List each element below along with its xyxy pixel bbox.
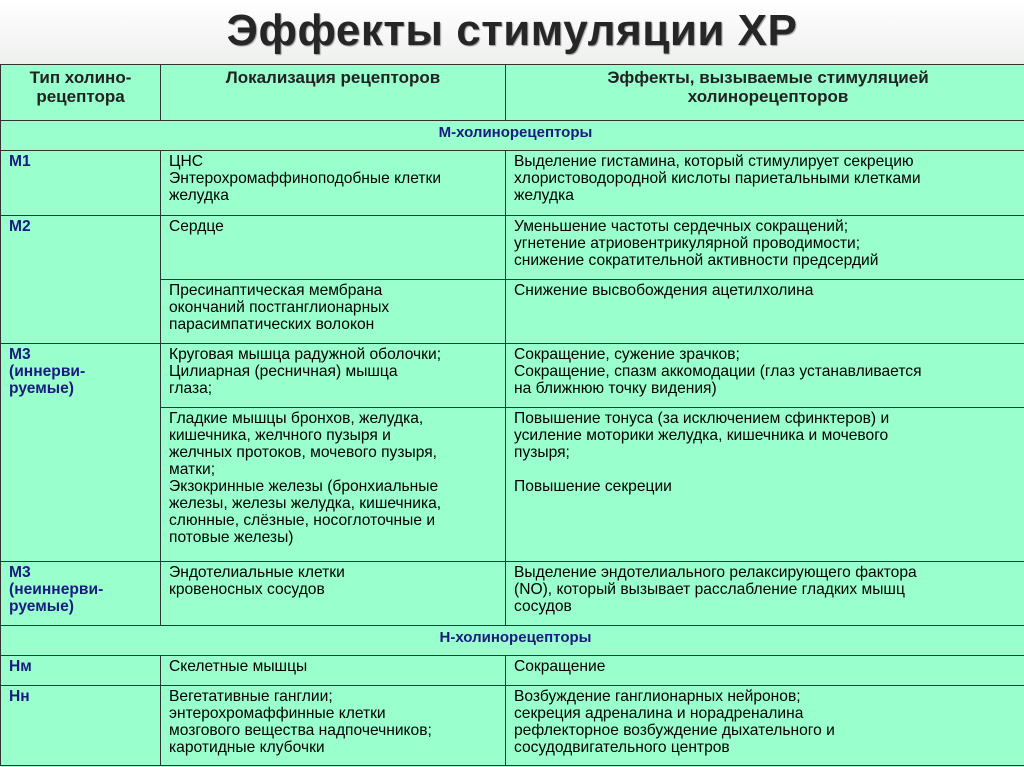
- type-m3-innervated: М3 (иннерви- руемые): [1, 344, 161, 562]
- table-row-nn: [1, 686, 1024, 766]
- table-row-m2-a: [1, 216, 1024, 280]
- table-row-nm: [1, 656, 1024, 686]
- location-m2-b: Пресинаптическая мембрана окончаний постганглионарных парасимпатических волокон: [161, 280, 506, 344]
- effect-m2-b: Снижение высвобождения ацетилхолина: [506, 280, 1024, 344]
- table-row-m3n: [1, 562, 1024, 626]
- location-m3n: Эндотелиальные клетки кровеносных сосудов: [161, 562, 506, 626]
- section-row-n: [1, 626, 1024, 656]
- location-m3i-a: Круговая мышца радужной оболочки; Цилиарная (ресничная) мышца глаза;: [161, 344, 506, 408]
- title-bar: [0, 0, 1024, 64]
- location-m2-a: Сердце: [161, 216, 506, 280]
- effect-m3i-b: [506, 408, 1024, 562]
- header-row: [1, 65, 1024, 121]
- effect-nn: Возбуждение ганглионарных нейронов; секреция адреналина и норадреналина рефлекторное возбуждение дыхательного и сосудодвигательного центров: [506, 686, 1024, 766]
- type-nm: Нм: [1, 656, 161, 686]
- effect-m3n: Выделение эндотелиального релаксирующего фактора (NO), который вызывает расслабление гладких мышц сосудов: [506, 562, 1024, 626]
- location-nm: Скелетные мышцы: [161, 656, 506, 686]
- type-nn: Нн: [1, 686, 161, 766]
- effect-m3i-a: Сокращение, сужение зрачков; Сокращение, спазм аккомодации (глаз устанавливается на ближнюю точку видения): [506, 344, 1024, 408]
- section-n-label: Н-холинорецепторы: [1, 626, 1024, 656]
- slide-title: Эффекты стимуляции ХР: [226, 6, 798, 55]
- header-effect: Эффекты, вызываемые стимуляцией холинорецепторов: [506, 65, 1024, 121]
- type-m2: М2: [1, 216, 161, 344]
- location-m3i-b: Гладкие мышцы бронхов, желудка, кишечника, желчного пузыря и желчных протоков, мочевого пузыря, матки; Экзокринные железы (бронхиальные железы, железы желудка, кишечника, слюнные, слёзные, носоглоточные и потовые железы): [161, 408, 506, 562]
- header-location: Локализация рецепторов: [161, 65, 506, 121]
- section-m-label: М-холинорецепторы: [1, 121, 1024, 151]
- section-row-m: [1, 121, 1024, 151]
- location-nn: Вегетативные ганглии; энтерохромаффинные клетки мозгового вещества надпочечников; каротидные клубочки: [161, 686, 506, 766]
- table-row-m1: [1, 151, 1024, 216]
- effect-m2-a: Уменьшение частоты сердечных сокращений; угнетение атриовентрикулярной проводимости; снижение сократительной активности предсердий: [506, 216, 1024, 280]
- effect-m1: Выделение гистамина, который стимулирует секрецию хлористоводородной кислоты париетальными клетками желудка: [506, 151, 1024, 216]
- effect-m3i-b-tone: Повышение тонуса (за исключением сфинктеров) и усиление моторики желудка, кишечника и мочевого пузыря;: [514, 410, 890, 461]
- type-m1: М1: [1, 151, 161, 216]
- effect-nm: Сокращение: [506, 656, 1024, 686]
- table-container: [0, 64, 1024, 767]
- effect-m3i-b-secretion: Повышение секреции: [514, 478, 672, 495]
- location-m1: ЦНС Энтерохромаффиноподобные клетки желудка: [161, 151, 506, 216]
- type-m3-noninnervated: М3 (неиннерви- руемые): [1, 562, 161, 626]
- table-row-m3i-a: [1, 344, 1024, 408]
- header-type: Тип холино- рецептора: [1, 65, 161, 121]
- receptor-table: [0, 64, 1024, 766]
